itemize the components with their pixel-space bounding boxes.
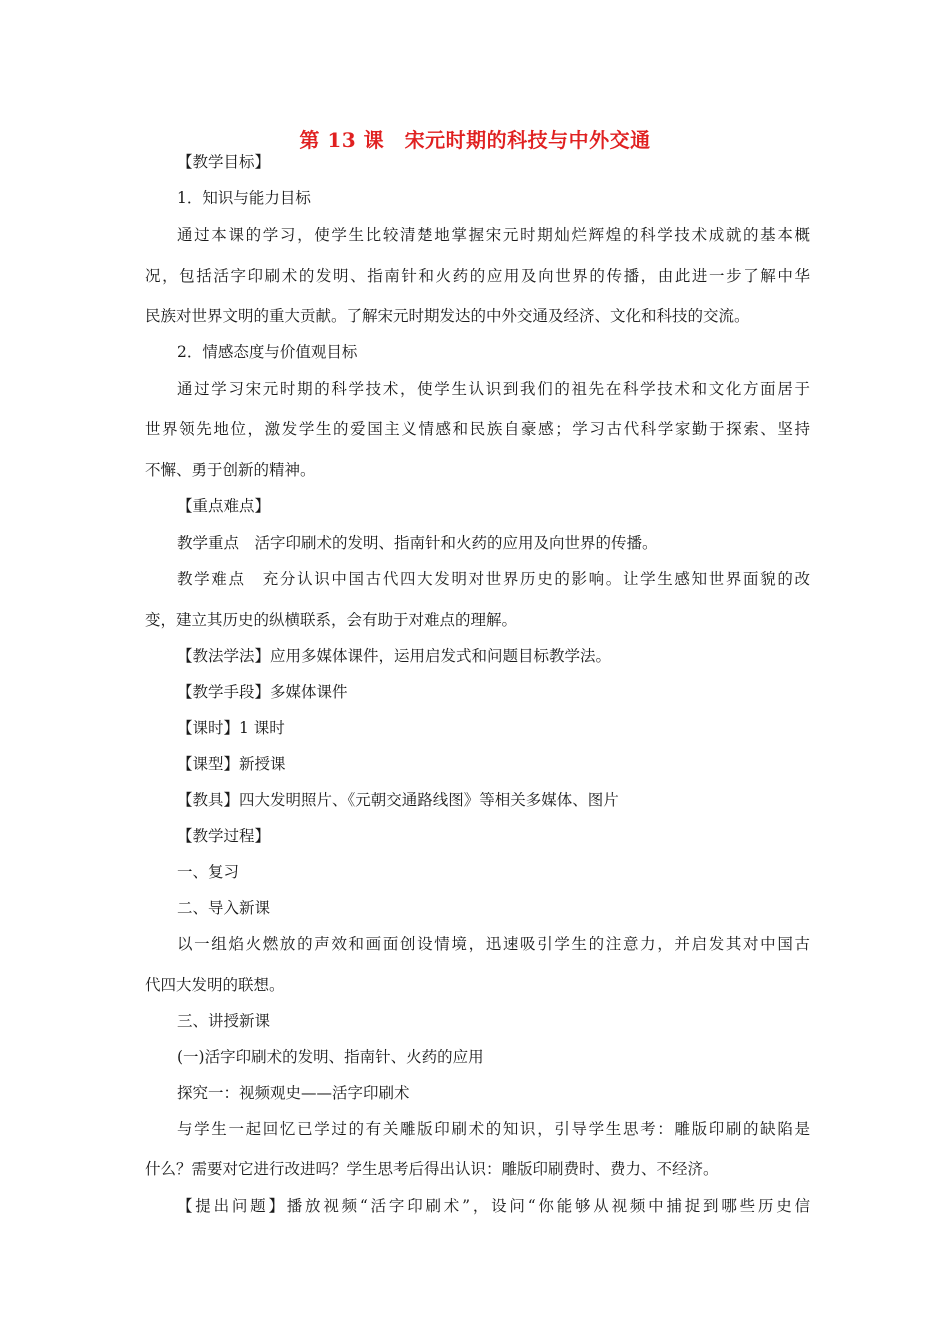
lesson-title: 第 13 课 宋元时期的科技与中外交通 bbox=[299, 128, 651, 152]
section-heading-methods: 【教法学法】应用多媒体课件，运用启发式和问题目标教学法。 bbox=[177, 647, 612, 665]
inquiry-heading: 探究一：视频观史——活字印刷术 bbox=[177, 1084, 410, 1102]
step-introduction: 二、导入新课 bbox=[177, 899, 271, 917]
section-heading-process: 【教学过程】 bbox=[177, 827, 271, 845]
paragraph-line: 【提出问题】播放视频“活字印刷术”，设问“你能够从视频中捕捉到哪些历史信 bbox=[177, 1197, 810, 1215]
subsection-heading: (一)活字印刷术的发明、指南针、火药的应用 bbox=[177, 1048, 484, 1066]
paragraph-line: 什么？需要对它进行改进吗？学生思考后得出认识：雕版印刷费时、费力、不经济。 bbox=[145, 1160, 719, 1178]
section-heading-type: 【课型】新授课 bbox=[177, 755, 286, 773]
paragraph-line: 代四大发明的联想。 bbox=[145, 976, 285, 994]
subheading-attitude: 2．情感态度与价值观目标 bbox=[177, 343, 358, 361]
section-heading-means: 【教学手段】多媒体课件 bbox=[177, 683, 348, 701]
paragraph-line: 不懈、勇于创新的精神。 bbox=[145, 461, 316, 479]
paragraph-line: 民族对世界文明的重大贡献。了解宋元时期发达的中外交通及经济、文化和科技的交流。 bbox=[145, 307, 750, 325]
paragraph-line: 通过学习宋元时期的科学技术，使学生认识到我们的祖先在科学技术和文化方面居于 bbox=[177, 380, 810, 398]
paragraph-line: 教学难点 充分认识中国古代四大发明对世界历史的影响。让学生感知世界面貌的改 bbox=[177, 570, 810, 588]
step-review: 一、复习 bbox=[177, 863, 240, 881]
step-new-lesson: 三、讲授新课 bbox=[177, 1012, 271, 1030]
paragraph-line: 况，包括活字印刷术的发明、指南针和火药的应用及向世界的传播，由此进一步了解中华 bbox=[145, 267, 810, 285]
paragraph-line: 以一组焰火燃放的声效和画面创设情境，迅速吸引学生的注意力，并启发其对中国古 bbox=[177, 935, 810, 953]
section-heading-aids: 【教具】四大发明照片、《元朝交通路线图》等相关多媒体、图片 bbox=[177, 791, 619, 809]
paragraph-line: 通过本课的学习，使学生比较清楚地掌握宋元时期灿烂辉煌的科学技术成就的基本概 bbox=[177, 226, 810, 244]
section-heading-keypoints: 【重点难点】 bbox=[177, 497, 271, 515]
section-heading-hours: 【课时】1 课时 bbox=[177, 719, 285, 737]
paragraph-line: 教学重点 活字印刷术的发明、指南针和火药的应用及向世界的传播。 bbox=[177, 534, 658, 552]
section-heading-objectives: 【教学目标】 bbox=[177, 153, 271, 171]
paragraph-line: 与学生一起回忆已学过的有关雕版印刷术的知识，引导学生思考：雕版印刷的缺陷是 bbox=[177, 1120, 810, 1138]
paragraph-line: 世界领先地位，激发学生的爱国主义情感和民族自豪感；学习古代科学家勤于探索、坚持 bbox=[145, 420, 810, 438]
paragraph-line: 变，建立其历史的纵横联系，会有助于对难点的理解。 bbox=[145, 611, 518, 629]
subheading-knowledge: 1．知识与能力目标 bbox=[177, 189, 311, 207]
